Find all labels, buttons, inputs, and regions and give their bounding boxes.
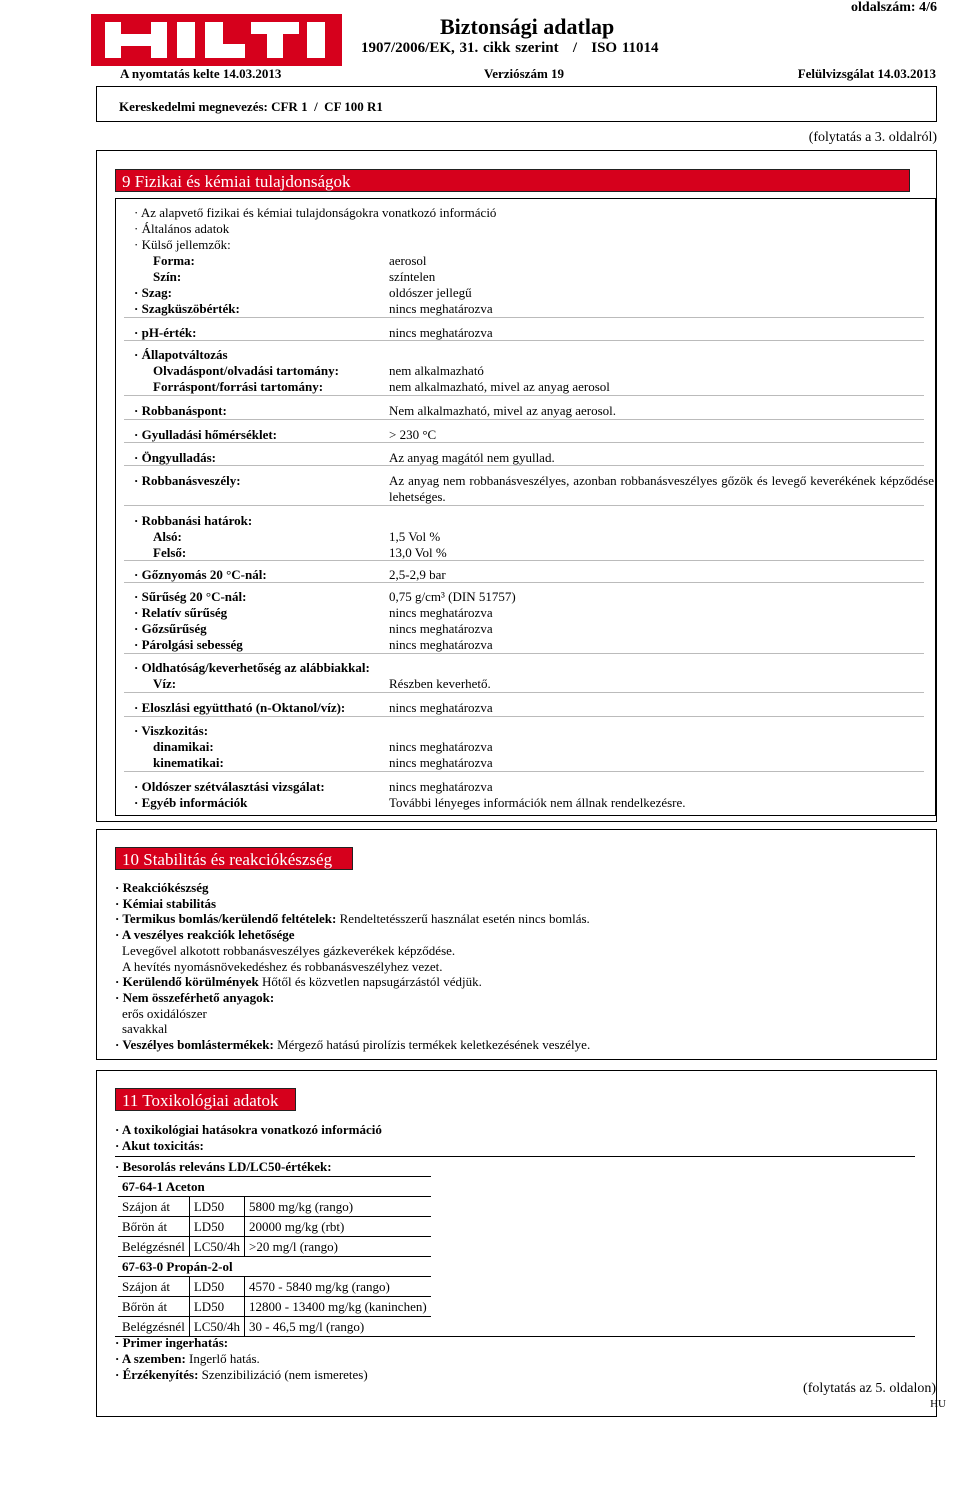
property-value: oldószer jellegű xyxy=(389,285,472,300)
table-cell: >20 mg/l (rango) xyxy=(245,1237,431,1257)
row-separator xyxy=(124,716,924,717)
toxicology-item xyxy=(115,1335,228,1351)
row-separator xyxy=(124,653,924,654)
table-cell: Bőrön át xyxy=(118,1297,189,1317)
stability-text: savakkal xyxy=(122,1021,168,1037)
trade-name: Kereskedelmi megnevezés: CFR 1 / CF 100 R1 xyxy=(119,99,383,114)
print-date: A nyomtatás kelte 14.03.2013 xyxy=(120,66,282,81)
property-value: nincs meghatározva xyxy=(389,621,493,636)
version: Verziószám 19 xyxy=(484,66,565,81)
property-value: nincs meghatározva xyxy=(389,605,493,620)
table-cell: LC50/4h xyxy=(189,1237,244,1257)
toxicology-text: Ingerlő hatás. xyxy=(185,1351,260,1366)
continued-from: (folytatás a 3. oldalról) xyxy=(808,130,937,145)
document-subtitle: 1907/2006/EK, 31. cikk szerint / ISO 11014 xyxy=(361,40,659,56)
property-label: · Viszkozitás: xyxy=(134,723,209,738)
stability-text: erős oxidálószer xyxy=(122,1005,207,1021)
stability-label: · A veszélyes reakciók lehetősége xyxy=(115,927,295,943)
toxicology-label: · Primer ingerhatás: xyxy=(115,1335,229,1350)
table-cell: 20000 mg/kg (rbt) xyxy=(245,1217,431,1237)
table-cell: Belégzésnél xyxy=(118,1237,189,1257)
section-10 xyxy=(96,829,937,1060)
document-title: Biztonsági adatlap xyxy=(440,14,615,39)
table-cell: Szájon át xyxy=(118,1277,189,1297)
stability-item xyxy=(122,1021,167,1037)
toxicology-label: · Érzékenyítés: xyxy=(115,1367,199,1382)
toxicology-item xyxy=(115,1351,260,1367)
stability-label: · Kerülendő körülmények xyxy=(115,974,259,990)
stability-label: · Termikus bomlás/kerülendő feltételek: xyxy=(115,911,337,927)
table-cell: 12800 - 13400 mg/kg (kaninchen) xyxy=(245,1297,431,1317)
stability-item xyxy=(115,927,295,943)
property-label: · Oldószer szétválasztási vizsgálat: xyxy=(134,779,325,794)
property-label: dinamikai: xyxy=(153,739,214,754)
table-cell: LD50 xyxy=(189,1217,244,1237)
property-value: nem alkalmazható xyxy=(389,363,484,378)
row-separator xyxy=(124,317,924,318)
table-cell: Bőrön át xyxy=(118,1217,189,1237)
table-row xyxy=(118,1237,431,1257)
section-9-title: 9 Fizikai és kémiai tulajdonságok xyxy=(115,169,910,192)
row-separator xyxy=(124,505,924,506)
property-label: · Robbanáspont: xyxy=(134,403,227,418)
property-value: nincs meghatározva xyxy=(389,325,493,340)
property-label: · Egyéb információk xyxy=(134,795,248,810)
section-11-title: 11 Toxikológiai adatok xyxy=(115,1088,296,1111)
ld-lc50-heading: · Besorolás releváns LD/LC50-értékek: xyxy=(115,1159,332,1174)
property-value: Részben keverhető. xyxy=(389,676,491,691)
stability-text: A hevítés nyomásnövekedéshez és robbanásveszélyhez vezet. xyxy=(122,958,443,974)
property-label: · Sűrűség 20 °C-nál: xyxy=(134,589,247,604)
table-row xyxy=(118,1197,431,1217)
revision-date: Felülvizsgálat 14.03.2013 xyxy=(797,66,936,81)
property-label: · Gőzsűrűség xyxy=(134,621,207,636)
section-9-body xyxy=(115,198,936,816)
property-label: Víz: xyxy=(153,676,177,691)
table-row xyxy=(118,1317,431,1337)
property-value: Nem alkalmazható, mivel az anyag aerosol. xyxy=(389,403,617,418)
property-label: · Szagküszöbérték: xyxy=(134,301,240,316)
property-value: nincs meghatározva xyxy=(389,637,493,652)
property-value: 2,5-2,9 bar xyxy=(389,567,446,582)
toxicology-text: Szenzibilizáció (nem ismeretes) xyxy=(198,1367,368,1382)
table-cell: 5800 mg/kg (rango) xyxy=(245,1197,431,1217)
trade-name-box xyxy=(96,86,937,122)
substance-name: 67-63-0 Propán-2-ol xyxy=(118,1257,431,1277)
property-label: · Eloszlási együttható (n-Oktanol/víz): xyxy=(134,700,346,715)
table-cell: 30 - 46,5 mg/l (rango) xyxy=(245,1317,431,1337)
page-number: oldalszám: 4/6 xyxy=(851,0,937,15)
stability-text: Hőtől és közvetlen napsugárzástól védjük. xyxy=(258,974,482,990)
property-label: · Szag: xyxy=(134,285,172,300)
stability-label: · Reakciókészség xyxy=(115,880,209,895)
table-row xyxy=(118,1277,431,1297)
property-label: Olvadáspont/olvadási tartomány: xyxy=(153,363,339,378)
property-label: Alsó: xyxy=(153,529,182,544)
property-label: · Általános adatok xyxy=(134,221,230,236)
table-cell: LD50 xyxy=(189,1197,244,1217)
table-cell: Belégzésnél xyxy=(118,1317,189,1337)
row-separator xyxy=(124,395,924,396)
stability-item xyxy=(115,880,209,896)
property-value: 13,0 Vol % xyxy=(389,545,447,560)
table-cell: LC50/4h xyxy=(189,1317,244,1337)
property-label: Felső: xyxy=(153,545,187,560)
stability-item xyxy=(115,896,216,912)
stability-item xyxy=(115,1037,590,1053)
stability-label: · Nem összeférhető anyagok: xyxy=(115,989,275,1005)
stability-label: · Veszélyes bomlástermékek: xyxy=(115,1037,274,1052)
table-cell: LD50 xyxy=(189,1297,244,1317)
property-value: További lényeges információk nem állnak rendelkezésre. xyxy=(389,795,686,810)
property-label: kinematikai: xyxy=(153,755,224,770)
property-label: · Öngyulladás: xyxy=(134,450,216,465)
stability-item xyxy=(115,990,274,1006)
property-label: · Oldhatóság/keverhetőség az alábbiakkal: xyxy=(134,660,370,675)
property-label: Forráspont/forrási tartomány: xyxy=(153,379,324,394)
table-cell: LD50 xyxy=(189,1277,244,1297)
table-cell: 4570 - 5840 mg/kg (rango) xyxy=(245,1277,431,1297)
stability-item xyxy=(122,959,443,975)
property-label: · Gyulladási hőmérséklet: xyxy=(134,427,277,442)
table-cell: Szájon át xyxy=(118,1197,189,1217)
property-value: nincs meghatározva xyxy=(389,755,493,770)
property-value: Az anyag magától nem gyullad. xyxy=(389,450,555,465)
property-value: 1,5 Vol % xyxy=(389,529,441,544)
property-value: nincs meghatározva xyxy=(389,739,493,754)
toxicology-heading: · Akut toxicitás: xyxy=(115,1138,204,1153)
property-value: Az anyag nem robbanásveszélyes, azonban robbanásveszélyes gőzök és levegő keverékének képződése lehetséges. xyxy=(389,473,934,504)
section-11 xyxy=(96,1070,946,1417)
section-9 xyxy=(96,150,937,822)
table-row xyxy=(118,1217,431,1237)
property-value: 0,75 g/cm³ (DIN 51757) xyxy=(389,589,516,604)
stability-label: · Kémiai stabilitás xyxy=(115,895,217,911)
property-value: > 230 °C xyxy=(389,427,437,442)
row-separator xyxy=(124,340,924,341)
property-label: Forma: xyxy=(153,253,195,268)
toxicology-heading: · A toxikológiai hatásokra vonatkozó információ xyxy=(115,1122,382,1137)
stability-item xyxy=(115,974,482,990)
property-label: · Relatív sűrűség xyxy=(134,605,228,620)
section-10-title: 10 Stabilitás és reakciókészség xyxy=(115,847,353,870)
toxicology-item xyxy=(115,1367,368,1383)
property-value: nincs meghatározva xyxy=(389,301,493,316)
property-label: · Az alapvető fizikai és kémiai tulajdonságokra vonatkozó információ xyxy=(134,205,497,220)
stability-text: Rendeltetésszerű használat esetén nincs bomlás. xyxy=(336,911,590,927)
property-label: · Párolgási sebesség xyxy=(134,637,243,652)
property-label: Szín: xyxy=(153,269,182,284)
stability-text: Levegővel alkotott robbanásveszélyes gázkeverékek képződése. xyxy=(122,942,456,958)
table-row xyxy=(118,1297,431,1317)
continued-to: (folytatás az 5. oldalon) xyxy=(803,1381,936,1396)
hilti-logo xyxy=(91,14,342,66)
stability-item xyxy=(122,943,455,959)
property-value: színtelen xyxy=(389,269,436,284)
property-value: nincs meghatározva xyxy=(389,700,493,715)
property-label: · Robbanási határok: xyxy=(134,513,253,528)
property-label: · Állapotváltozás xyxy=(134,347,228,362)
stability-text: Mérgező hatású pirolízis termékek keletkezésének veszélye. xyxy=(273,1037,591,1052)
toxicology-label: · A szemben: xyxy=(115,1351,186,1366)
language-code: HU xyxy=(930,1398,946,1410)
ld-lc50-table xyxy=(115,1156,915,1337)
stability-item xyxy=(122,1006,207,1022)
property-value: aerosol xyxy=(389,253,427,268)
row-separator xyxy=(124,419,924,420)
row-separator xyxy=(124,692,924,693)
property-value: nincs meghatározva xyxy=(389,779,493,794)
row-separator xyxy=(124,560,924,561)
property-label: · Gőznyomás 20 °C-nál: xyxy=(134,567,267,582)
property-label: · Külső jellemzők: xyxy=(134,237,231,252)
property-label: · pH-érték: xyxy=(134,325,197,340)
property-value: nem alkalmazható, mivel az anyag aerosol xyxy=(389,379,610,394)
property-label: · Robbanásveszély: xyxy=(134,473,241,488)
stability-item xyxy=(115,911,590,927)
row-separator xyxy=(124,771,924,772)
substance-name: 67-64-1 Aceton xyxy=(118,1177,431,1197)
